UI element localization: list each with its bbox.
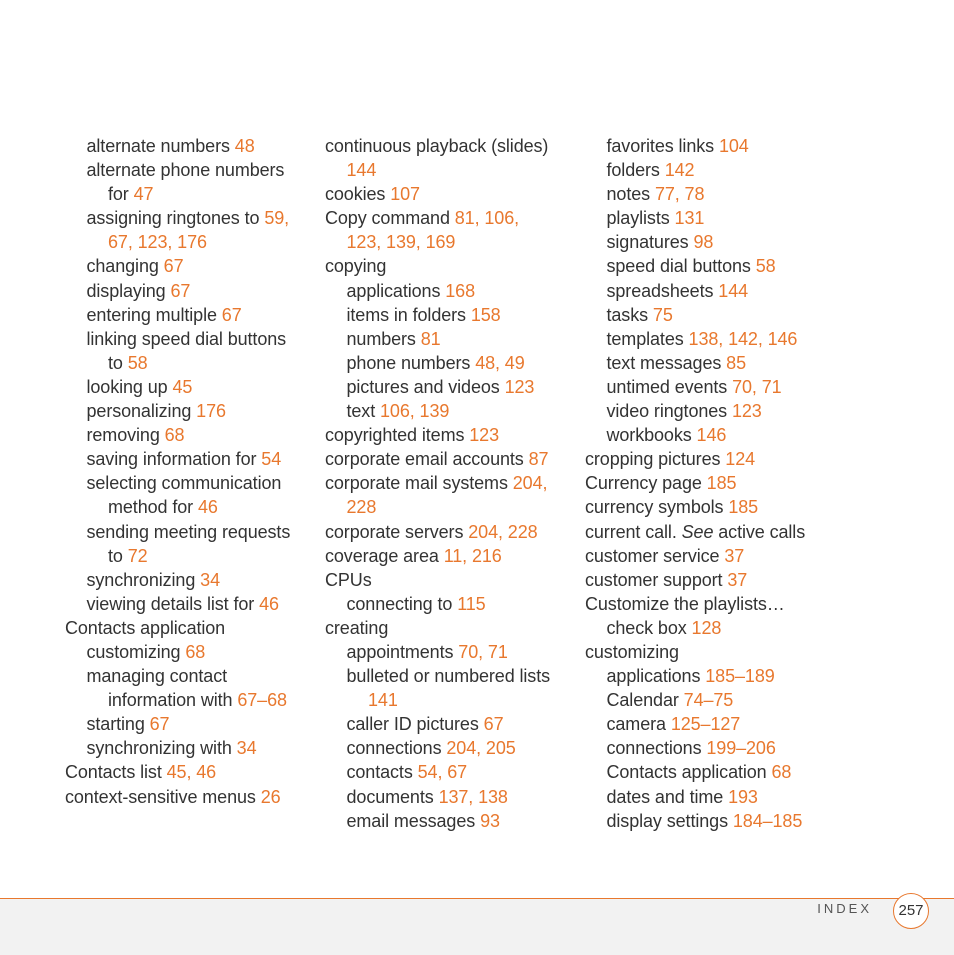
page-reference-link[interactable]: 137, 138 [438,786,508,807]
entry-term: appointments [346,641,459,662]
page-reference-link[interactable]: 168 [445,280,475,301]
index-entry [585,351,845,375]
page-reference-link[interactable]: 185 [728,497,759,518]
index-entry [65,399,315,423]
index-entry [65,544,315,568]
index-entry [65,736,315,760]
entry-term: to [108,545,128,566]
index-entry [585,616,845,640]
page-reference-link[interactable]: 123, 139, 169 [346,232,456,253]
page-reference-link[interactable]: 144 [718,280,749,301]
page-reference-link[interactable]: 85 [726,352,746,373]
index-entry [65,664,315,688]
entry-term: managing contact [86,666,227,687]
entry-term: customizing [585,641,679,662]
index-entry [585,520,845,544]
page-reference-link[interactable]: 67–68 [237,690,287,711]
index-entry [585,809,845,833]
index-entry [325,688,580,712]
index-entry [325,327,580,351]
page-reference-link[interactable]: 67 [149,714,170,735]
entry-term: untimed events [606,376,733,397]
entry-term: items in folders [346,304,471,325]
index-entry [325,471,580,495]
entry-term: corporate mail systems [325,473,513,494]
entry-term: dates and time [606,786,729,807]
entry-term: corporate email accounts [325,449,529,470]
page-reference-link[interactable]: 185–189 [705,666,775,687]
index-column-2 [325,134,580,833]
page-reference-link[interactable]: 45, 46 [166,762,217,783]
entry-term: connections [346,738,447,759]
entry-term: documents [346,786,439,807]
entry-term: folders [606,160,665,181]
entry-term: signatures [606,232,694,253]
page-reference-link[interactable]: 124 [725,449,756,470]
entry-term: connections [606,738,707,759]
index-entry [65,688,315,712]
entry-term: corporate servers [325,521,469,542]
index-entry [325,134,580,158]
index-entry [325,760,580,784]
page-number: 257 [893,893,929,929]
entry-term: displaying [86,280,171,301]
page-reference-link[interactable]: 193 [728,786,758,807]
entry-term: customer service [585,545,725,566]
index-entry [325,447,580,471]
index-entry [65,616,315,640]
index-entry [65,351,315,375]
page-reference-link[interactable]: 54, 67 [417,762,468,783]
entry-term: Contacts application [606,762,772,783]
index-entry [325,279,580,303]
entry-term: Copy command [325,208,455,229]
index-entry [585,399,845,423]
index-entry [585,760,845,784]
page-reference-link[interactable]: 123 [469,425,499,446]
page-reference-link[interactable]: 115 [457,593,486,614]
entry-term: templates [606,328,689,349]
index-entry [585,592,845,616]
index-entry [65,423,315,447]
index-entry [585,736,845,760]
page-reference-link[interactable]: 37 [724,545,745,566]
page-reference-link[interactable]: 54 [261,449,282,470]
entry-term: copying [325,256,387,277]
index-entry [325,495,580,519]
index-entry [585,544,845,568]
entry-term: removing [86,425,165,446]
index-entry [65,640,315,664]
page-reference-link[interactable]: 138, 142, 146 [688,328,798,349]
entry-term: cropping pictures [585,449,726,470]
page-reference-link[interactable]: 58 [127,352,148,373]
entry-term: caller ID pictures [346,714,484,735]
index-entry [65,785,315,809]
page-reference-link[interactable]: 199–206 [706,738,776,759]
entry-term: customizing [86,641,186,662]
section-label: INDEX [817,901,872,916]
entry-term: viewing details list for [86,593,260,614]
entry-term: linking speed dial buttons [86,328,287,349]
index-entry [585,568,845,592]
page-reference-link[interactable]: 68 [185,641,206,662]
entry-term: information with [108,690,238,711]
index-entry [585,471,845,495]
entry-term: favorites links [606,136,719,156]
index-entry [65,303,315,327]
page-reference-link[interactable]: 70, 71 [732,376,782,397]
page-reference-link[interactable]: 74–75 [683,690,734,711]
entry-term: alternate phone numbers [86,160,285,181]
entry-term: applications [606,666,706,687]
index-entry [325,375,580,399]
page-reference-link[interactable]: 45 [172,376,193,397]
index-entry [325,568,580,592]
index-entry [585,640,845,664]
index-entry [585,254,845,278]
entry-term: personalizing [86,401,197,422]
index-entry [585,712,845,736]
index-entry [65,471,315,495]
entry-term: synchronizing [86,569,201,590]
entry-term: video ringtones [606,401,732,422]
page-reference-link[interactable]: 146 [696,425,727,446]
index-entry [325,254,580,278]
entry-term: continuous playback (slides) [325,136,549,156]
page-reference-link[interactable]: 81, 106, [454,208,520,229]
page-reference-link[interactable]: 75 [652,304,673,325]
index-entry [325,158,580,182]
entry-term: pictures and videos [346,376,505,397]
index-entry [65,230,315,254]
page-reference-link[interactable]: 128 [691,617,722,638]
index-entry [325,785,580,809]
index-entry [65,279,315,303]
page-reference-link[interactable]: 106, 139 [380,401,450,422]
entry-term: currency symbols [585,497,729,518]
entry-term: text messages [606,352,727,373]
page-reference-link[interactable]: 204, [512,473,548,494]
entry-term: display settings [606,810,733,831]
page-reference-link[interactable]: 131 [674,208,705,229]
index-entry [585,182,845,206]
entry-term: synchronizing with [86,738,237,759]
page-reference-link[interactable]: 72 [127,545,148,566]
entry-term: CPUs [325,569,372,590]
entry-term: phone numbers [346,352,476,373]
index-entry [585,785,845,809]
entry-term: Customize the playlists… [585,593,785,614]
entry-term: selecting communication [86,473,282,494]
index-entry [325,712,580,736]
page-reference-link[interactable]: 68 [164,425,185,446]
entry-term: Contacts application [65,617,226,638]
page-reference-link[interactable]: 158 [470,304,501,325]
index-entry [325,640,580,664]
entry-term: sending meeting requests [86,521,291,542]
entry-term: method for [108,497,198,518]
entry-term: workbooks [606,425,697,446]
entry-term: text [346,401,381,422]
index-entry [325,520,580,544]
index-entry [65,158,315,182]
index-entry [585,134,845,158]
index-entry [585,495,845,519]
index-entry [65,182,315,206]
entry-term: check box [606,617,692,638]
index-entry [585,206,845,230]
index-entry [65,568,315,592]
index-column-1 [65,134,315,809]
index-column-3 [585,134,845,833]
entry-term: camera [606,714,671,735]
see-reference: See [681,521,714,542]
entry-term: assigning ringtones to [86,208,265,229]
entry-term: Calendar [606,690,684,711]
index-entry [325,206,580,230]
page-reference-link[interactable]: 142 [664,160,695,181]
entry-term: to [108,352,128,373]
page-reference-link[interactable]: 67 [221,304,242,325]
index-entry [325,351,580,375]
index-entry [325,303,580,327]
page-reference-link[interactable]: 104 [718,136,749,156]
page-reference-link[interactable]: 144 [346,160,377,181]
page-reference-link[interactable]: 46 [197,497,218,518]
page-reference-link[interactable]: 37 [727,569,748,590]
entry-term: tasks [606,304,653,325]
page-reference-link[interactable]: 123 [731,401,762,422]
index-entry [65,447,315,471]
index-entry [65,327,315,351]
entry-term: starting [86,714,150,735]
entry-term: creating [325,617,389,638]
index-entry [585,423,845,447]
index-entry [65,592,315,616]
entry-term: spreadsheets [606,280,719,301]
entry-term: Contacts list [65,762,167,783]
page-reference-link[interactable]: 67 [163,256,184,277]
page-reference-link[interactable]: 184–185 [732,810,803,831]
entry-term: looking up [86,376,173,397]
index-entry [65,206,315,230]
page-reference-link[interactable]: 34 [236,738,257,759]
page-reference-link[interactable]: 81 [420,328,441,349]
index-entry [325,182,580,206]
page-reference-link[interactable]: 48 [234,136,255,156]
index-entry [585,279,845,303]
page-reference-link[interactable]: 204, 205 [446,738,516,759]
page-reference-link[interactable]: 67 [170,280,191,301]
page-reference-link[interactable]: 185 [706,473,737,494]
entry-term: alternate numbers [86,136,235,156]
index-entry [65,712,315,736]
page-reference-link[interactable]: 70, 71 [458,641,508,662]
page-reference-link[interactable]: 228 [346,497,377,518]
entry-term: saving information for [86,449,262,470]
page-reference-link[interactable]: 46 [259,593,279,614]
index-entry [585,158,845,182]
index-entry [65,520,315,544]
page-reference-link[interactable]: 141 [368,690,398,711]
page-reference-link[interactable]: 93 [480,810,500,831]
page-reference-link[interactable]: 59, [264,208,290,229]
index-entry [65,375,315,399]
index-entry [65,254,315,278]
index-entry [585,303,845,327]
entry-term: speed dial buttons [606,256,756,277]
page-reference-link[interactable]: 58 [755,256,776,277]
index-entry [325,736,580,760]
entry-term: playlists [606,208,675,229]
index-entry [325,544,580,568]
index-entry [65,134,315,158]
index-entry [65,495,315,519]
page-reference-link[interactable]: 123 [504,376,535,397]
entry-term: current call. [585,521,682,542]
entry-term: applications [346,280,446,301]
page-reference-link[interactable]: 48, 49 [475,352,525,373]
index-entry [585,664,845,688]
entry-term: for [108,184,134,205]
page-footer [0,898,954,955]
page-reference-link[interactable]: 125–127 [670,714,741,735]
entry-term: notes [606,184,655,205]
index-entry [585,688,845,712]
index-entry [325,616,580,640]
page-reference-link[interactable]: 67 [483,714,504,735]
index-entry [325,809,580,833]
page-reference-link[interactable]: 68 [771,762,792,783]
page-reference-link[interactable]: 26 [260,786,281,807]
index-entry [325,423,580,447]
page-reference-link[interactable]: 107 [390,184,420,205]
entry-term: numbers [346,328,421,349]
entry-term: bulleted or numbered lists [346,666,551,687]
entry-term: connecting to [346,593,458,614]
entry-term: changing [86,256,164,277]
page-reference-link[interactable]: 47 [133,184,154,205]
entry-term: entering multiple [86,304,222,325]
see-target: active calls [713,521,806,542]
index-entry [325,664,580,688]
page-reference-link[interactable]: 98 [693,232,714,253]
page-reference-link[interactable]: 34 [200,569,220,590]
index-entry [325,230,580,254]
index-entry [65,760,315,784]
page-reference-link[interactable]: 77, 78 [654,184,705,205]
page-reference-link[interactable]: 11, 216 [443,545,502,566]
index-entry [585,375,845,399]
entry-term: context-sensitive menus [65,786,261,807]
entry-term: cookies [325,184,391,205]
entry-term: coverage area [325,545,444,566]
entry-term: email messages [346,810,481,831]
entry-term: Currency page [585,473,707,494]
page-reference-link[interactable]: 204, 228 [468,521,538,542]
page-reference-link[interactable]: 67, 123, 176 [108,232,207,253]
page-reference-link[interactable]: 87 [528,449,549,470]
entry-term: contacts [346,762,418,783]
entry-term: copyrighted items [325,425,470,446]
entry-term: customer support [585,569,728,590]
index-entry [585,327,845,351]
index-entry [325,399,580,423]
index-entry [585,230,845,254]
index-entry [585,447,845,471]
page-reference-link[interactable]: 176 [196,401,226,422]
index-entry [325,592,580,616]
